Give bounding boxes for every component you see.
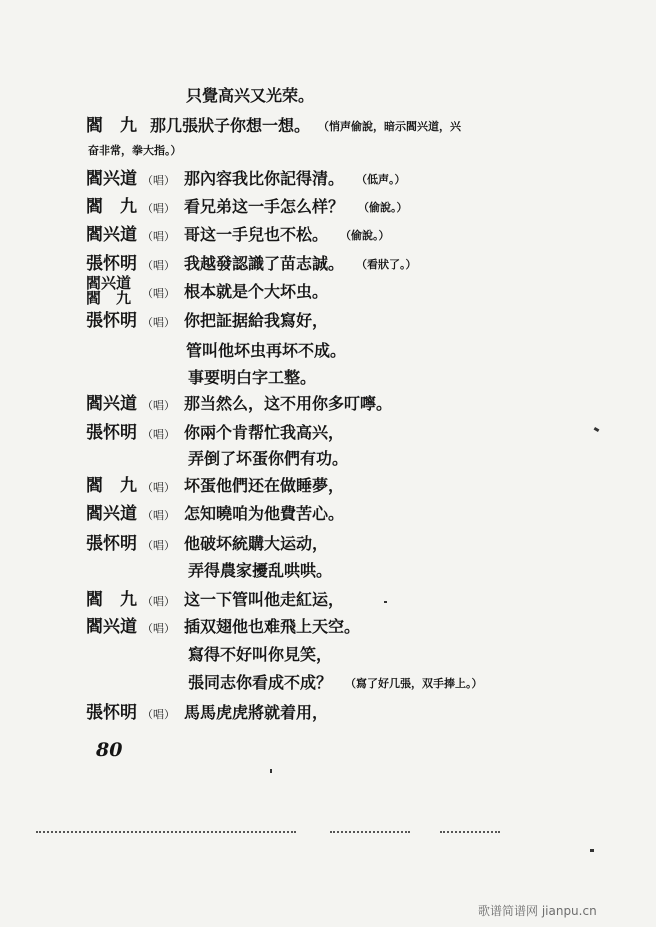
lyric-text: 这一下管叫他走紅运， <box>184 590 345 609</box>
speaker-name: 張怀明 <box>86 423 137 443</box>
scan-divider <box>36 831 296 833</box>
sing-tag: （唱） <box>142 259 175 272</box>
stage-direction: （寫了好几張，双手捧上。） <box>345 677 483 690</box>
sing-tag: （唱） <box>142 708 175 721</box>
lyric-text: 你兩个肯帮忙我高兴， <box>184 423 345 442</box>
sing-tag: （唱） <box>142 174 175 187</box>
stage-direction: （看狀了。） <box>356 258 417 271</box>
sing-tag: （唱） <box>142 539 175 552</box>
lyric-text: 弄倒了坏蛋你們有功。 <box>188 449 349 468</box>
speaker-name: 閻 九 <box>86 590 137 610</box>
lyric-text: 弄得農家擾乱哄哄。 <box>188 561 333 580</box>
scan-speck <box>384 601 387 603</box>
speaker-name: 閻兴道 <box>86 169 137 189</box>
sing-tag: （唱） <box>142 316 175 329</box>
sing-tag: （唱） <box>142 399 175 412</box>
lyric-text: 怎知曉咱为他費苦心。 <box>184 504 345 523</box>
lyric-text: 他破坏統購大运动， <box>184 534 329 553</box>
lyric-text: 坏蛋他們还在做睡夢， <box>184 476 345 495</box>
speaker-name: 閻 九 <box>86 197 137 217</box>
stage-direction: （低声。） <box>356 173 406 186</box>
sing-tag: （唱） <box>142 202 175 215</box>
sing-tag: （唱） <box>142 481 175 494</box>
sing-tag: （唱） <box>142 428 175 441</box>
speaker-name: 閻兴道 <box>86 225 137 245</box>
stage-direction: （偷說。） <box>358 201 408 214</box>
lyric-text: 只覺高兴又光荣。 <box>186 86 315 105</box>
stage-direction: 奋非常，拳大指。） <box>88 144 182 157</box>
speaker-name: 閻 九 <box>86 289 132 307</box>
stage-direction: （悄声偷說，暗示閻兴道，兴 <box>318 120 461 133</box>
speaker-name: 閻兴道 <box>86 394 137 414</box>
lyric-text: 張同志你看成不成？ <box>188 673 333 692</box>
speaker-name: 張怀明 <box>86 534 137 554</box>
lyric-text: 馬馬虎虎將就着用， <box>184 703 329 722</box>
lyric-text: 你把証据給我寫好， <box>184 311 329 330</box>
stage-direction: （偷說。） <box>340 229 390 242</box>
watermark: 歌谱简谱网 jianpu.cn <box>478 904 597 918</box>
lyric-text: 那几張狀子你想一想。 <box>150 116 311 135</box>
lyric-text: 插双翅他也难飛上天空。 <box>184 617 361 636</box>
scan-speck <box>594 427 600 432</box>
speaker-name: 閻 九 <box>86 476 137 496</box>
page-number: 80 <box>96 739 123 761</box>
speaker-name: 張怀明 <box>86 703 137 723</box>
lyric-text: 那內容我比你記得清。 <box>184 169 345 188</box>
lyric-text: 哥这一手兒也不松。 <box>184 225 329 244</box>
scan-speck <box>270 769 272 773</box>
lyric-text: 我越發認識了苗志誠。 <box>184 254 345 273</box>
sing-tag: （唱） <box>142 287 175 300</box>
lyric-text: 那当然么，这不用你多叮嚀。 <box>184 394 393 413</box>
speaker-name: 閻兴道 <box>86 274 132 292</box>
speaker-name: 閻兴道 <box>86 617 137 637</box>
scan-speck <box>590 849 594 852</box>
sing-tag: （唱） <box>142 622 175 635</box>
sing-tag: （唱） <box>142 230 175 243</box>
speaker-name: 張怀明 <box>86 254 137 274</box>
lyric-text: 看兄弟这一手怎么样？ <box>184 197 345 216</box>
scan-divider <box>440 831 500 833</box>
sing-tag: （唱） <box>142 509 175 522</box>
speaker-name: 閻兴道 <box>86 504 137 524</box>
lyric-text: 寫得不好叫你見笑， <box>188 645 333 664</box>
lyric-text: 事要明白字工整。 <box>188 368 317 387</box>
lyric-text: 管叫他坏虫再坏不成。 <box>186 341 347 360</box>
speaker-name: 閻 九 <box>86 116 137 136</box>
sing-tag: （唱） <box>142 595 175 608</box>
lyric-text: 根本就是个大坏虫。 <box>184 282 329 301</box>
speaker-name: 張怀明 <box>86 311 137 331</box>
scan-divider <box>330 831 410 833</box>
